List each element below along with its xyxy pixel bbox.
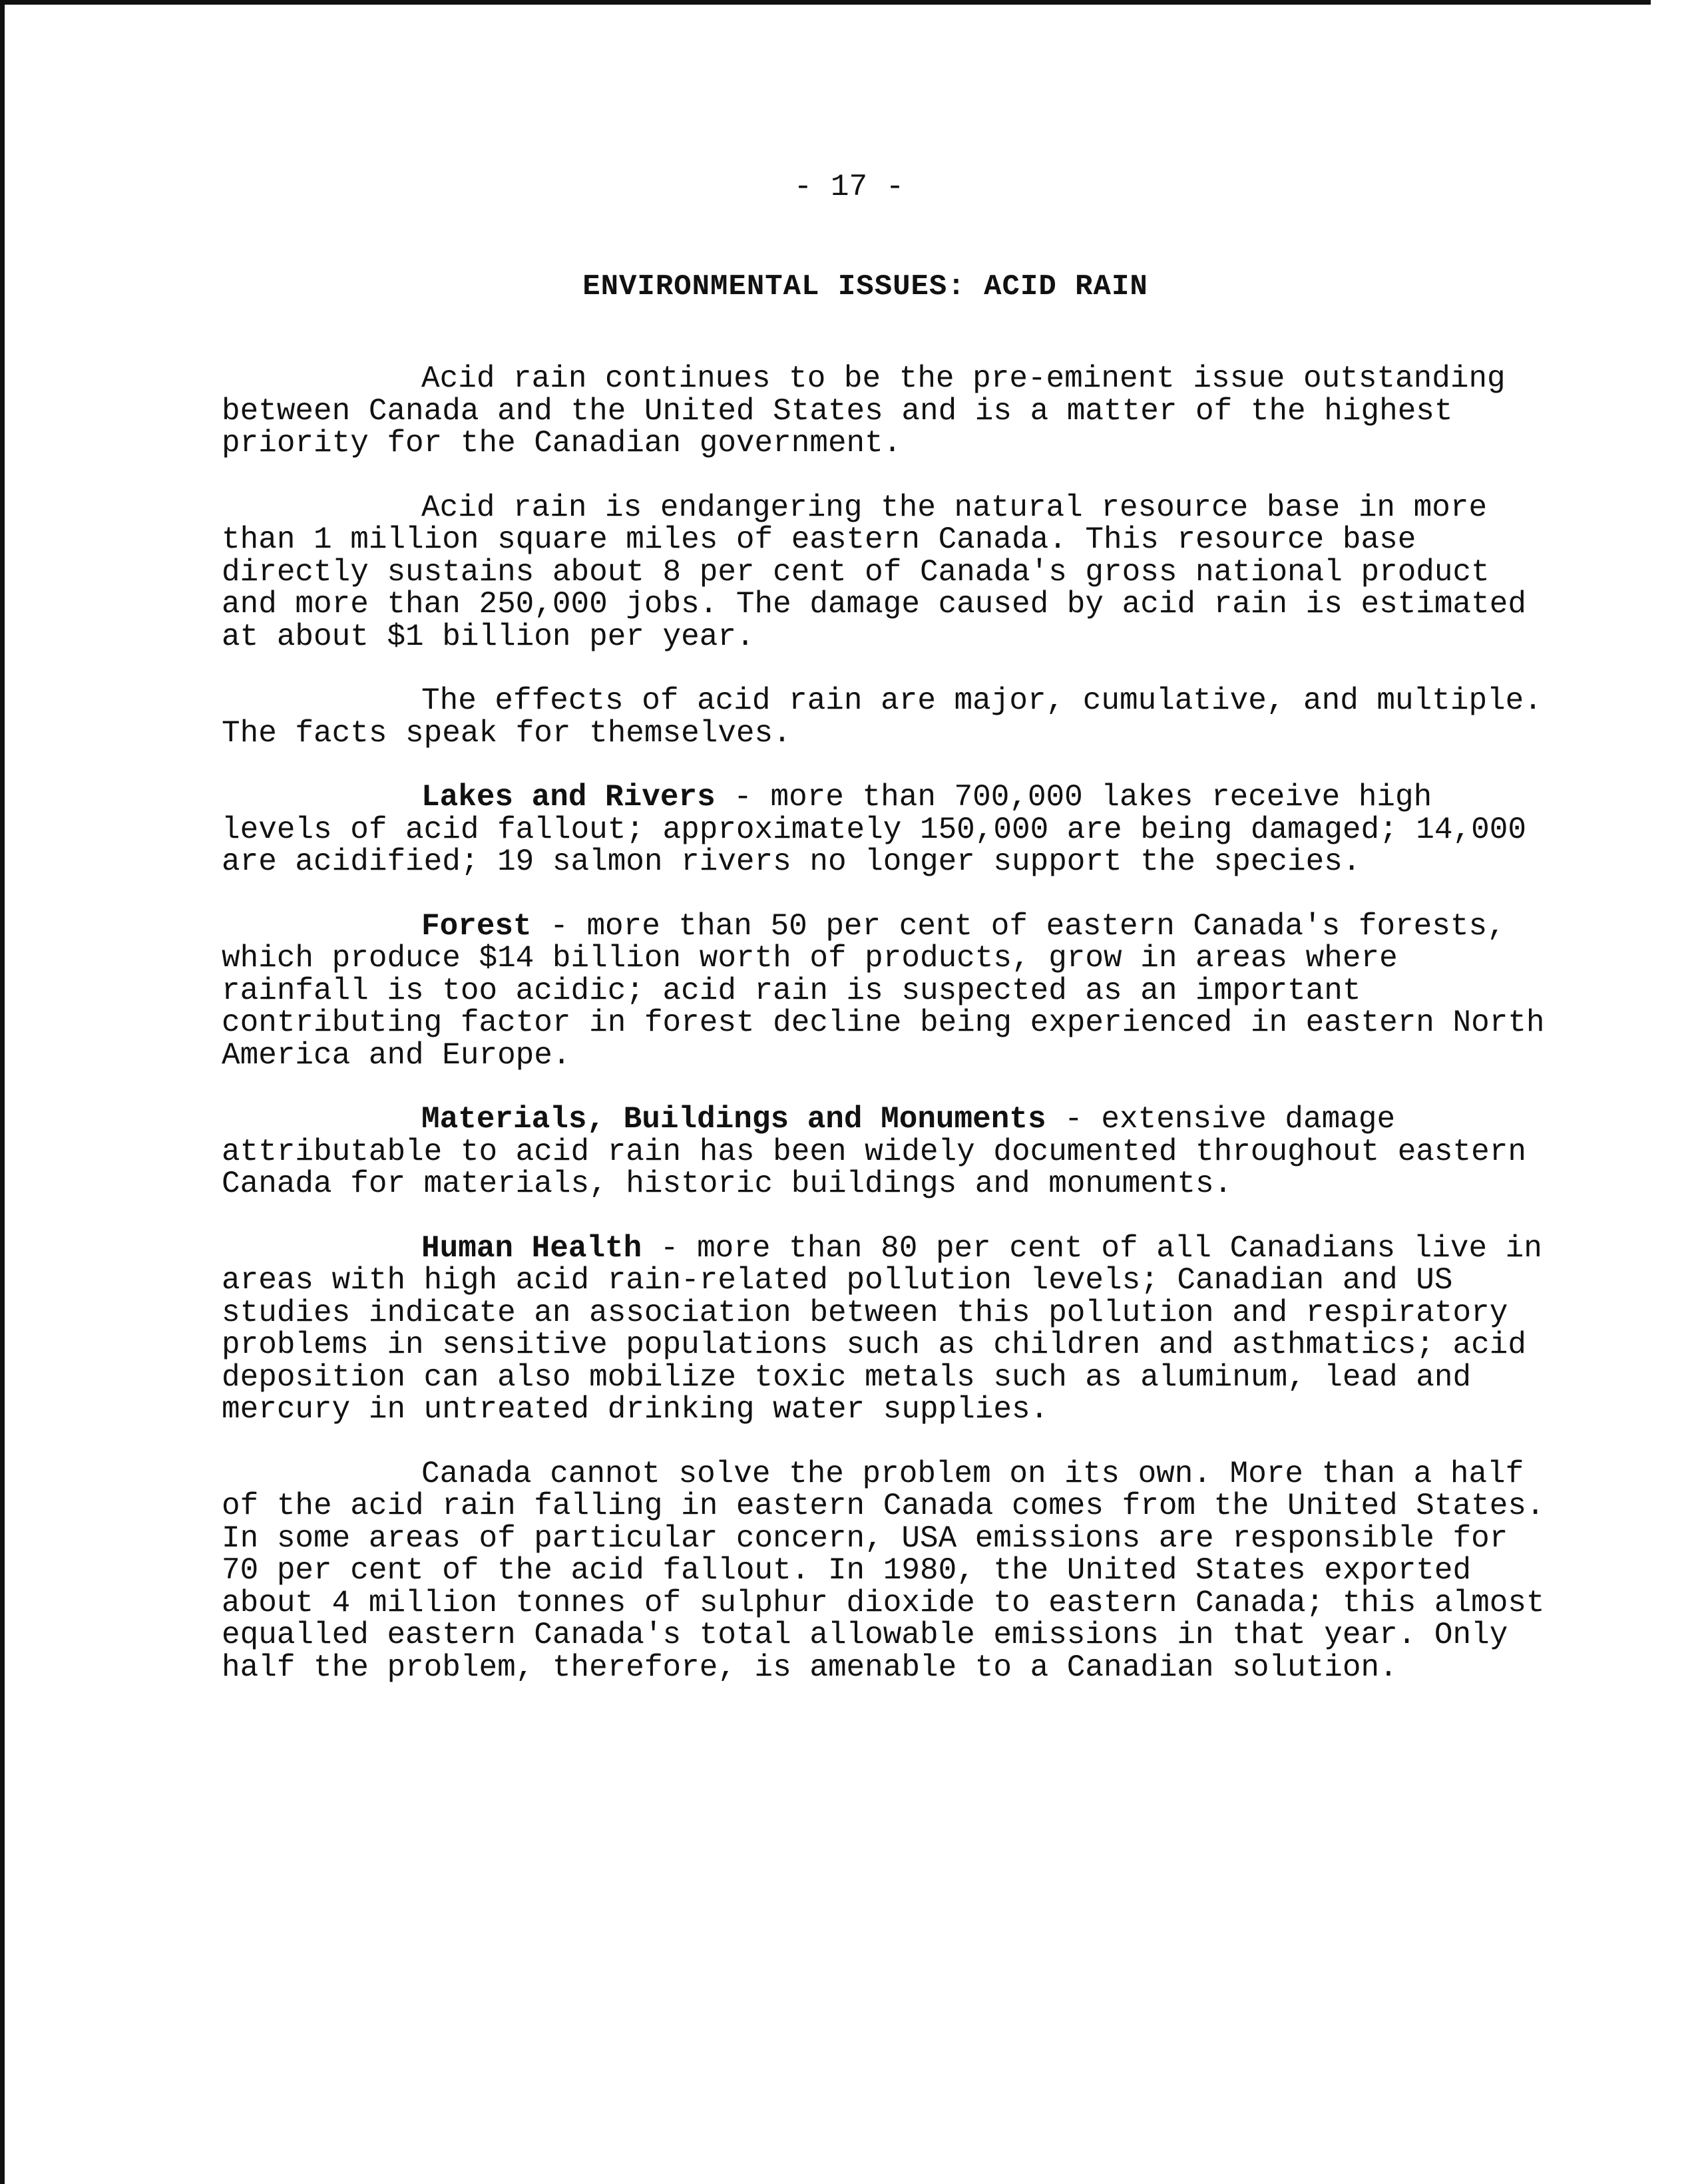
paragraph-canada-cannot-solve (222, 1458, 1553, 1684)
paragraph-text: The effects of acid rain are major, cumulative, and multiple. The facts speak for themselves. (222, 683, 1542, 751)
paragraph-effects (222, 685, 1553, 749)
paragraph-lead: Lakes and Rivers (421, 780, 716, 815)
paragraph-lead: Human Health (421, 1230, 642, 1266)
page-number: - 17 - (793, 170, 905, 204)
paragraph-text: Canada cannot solve the problem on its own. More than a half of the acid rain falling in eastern Canada comes from the United States. In some areas of particular concern, USA emissions are responsible for 70 per cent of the acid fallout. In 1980, the United States exported about 4 million tonnes of sulphur dioxide to eastern Canada; this almost equalled eastern Canada's total allowable emissions in that year. Only half the problem, therefore, is amenable to a Canadian solution. (222, 1456, 1545, 1685)
document-title: ENVIRONMENTAL ISSUES: ACID RAIN (582, 270, 1148, 303)
paragraph-human-health (222, 1232, 1553, 1426)
paragraph-resource-base (222, 492, 1553, 653)
scan-border-top (0, 0, 1651, 5)
paragraph-lakes-and-rivers (222, 781, 1553, 878)
paragraph-lead: Materials, Buildings and Monuments (421, 1102, 1046, 1137)
paragraph-forest (222, 910, 1553, 1072)
paragraph-text: - extensive damage attributable to acid rain has been widely documented throughout eastern Canada for materials, historic buildings and monuments. (222, 1102, 1526, 1201)
paragraph-materials-buildings-monuments (222, 1103, 1553, 1200)
paragraph-text: Acid rain is endangering the natural resource base in more than 1 million square miles of eastern Canada. This resource base directly sustains about 8 per cent of Canada's gross national product and more than 250,000 jobs. The damage caused by acid rain is estimated at about $1 billion per year. (222, 490, 1526, 654)
paragraph-text: - more than 700,000 lakes receive high levels of acid fallout; approximately 150,000 are being damaged; 14,000 are acidified; 19 salmon rivers no longer support the species. (222, 780, 1526, 879)
document-body (222, 363, 1553, 1716)
paragraph-text: - more than 80 per cent of all Canadians live in areas with high acid rain-related pollution levels; Canadian and US studies indicate an association between this pollution and respiratory problems in sensitive populations such as children and asthmatics; acid deposition can also mobilize toxic metals such as aluminum, lead and mercury in untreated drinking water supplies. (222, 1230, 1542, 1427)
paragraph-lead: Forest (421, 908, 532, 944)
scan-border-left (0, 0, 5, 2184)
paragraph-text: Acid rain continues to be the pre-eminent issue outstanding between Canada and the United States and is a matter of the highest priority for the Canadian government. (222, 361, 1506, 460)
paragraph-intro (222, 363, 1553, 460)
paragraph-text: - more than 50 per cent of eastern Canada's forests, which produce $14 billion worth of products, grow in areas where rainfall is too acidic; acid rain is suspected as an important contributing factor in forest decline being experienced in eastern North America and Europe. (222, 908, 1545, 1073)
